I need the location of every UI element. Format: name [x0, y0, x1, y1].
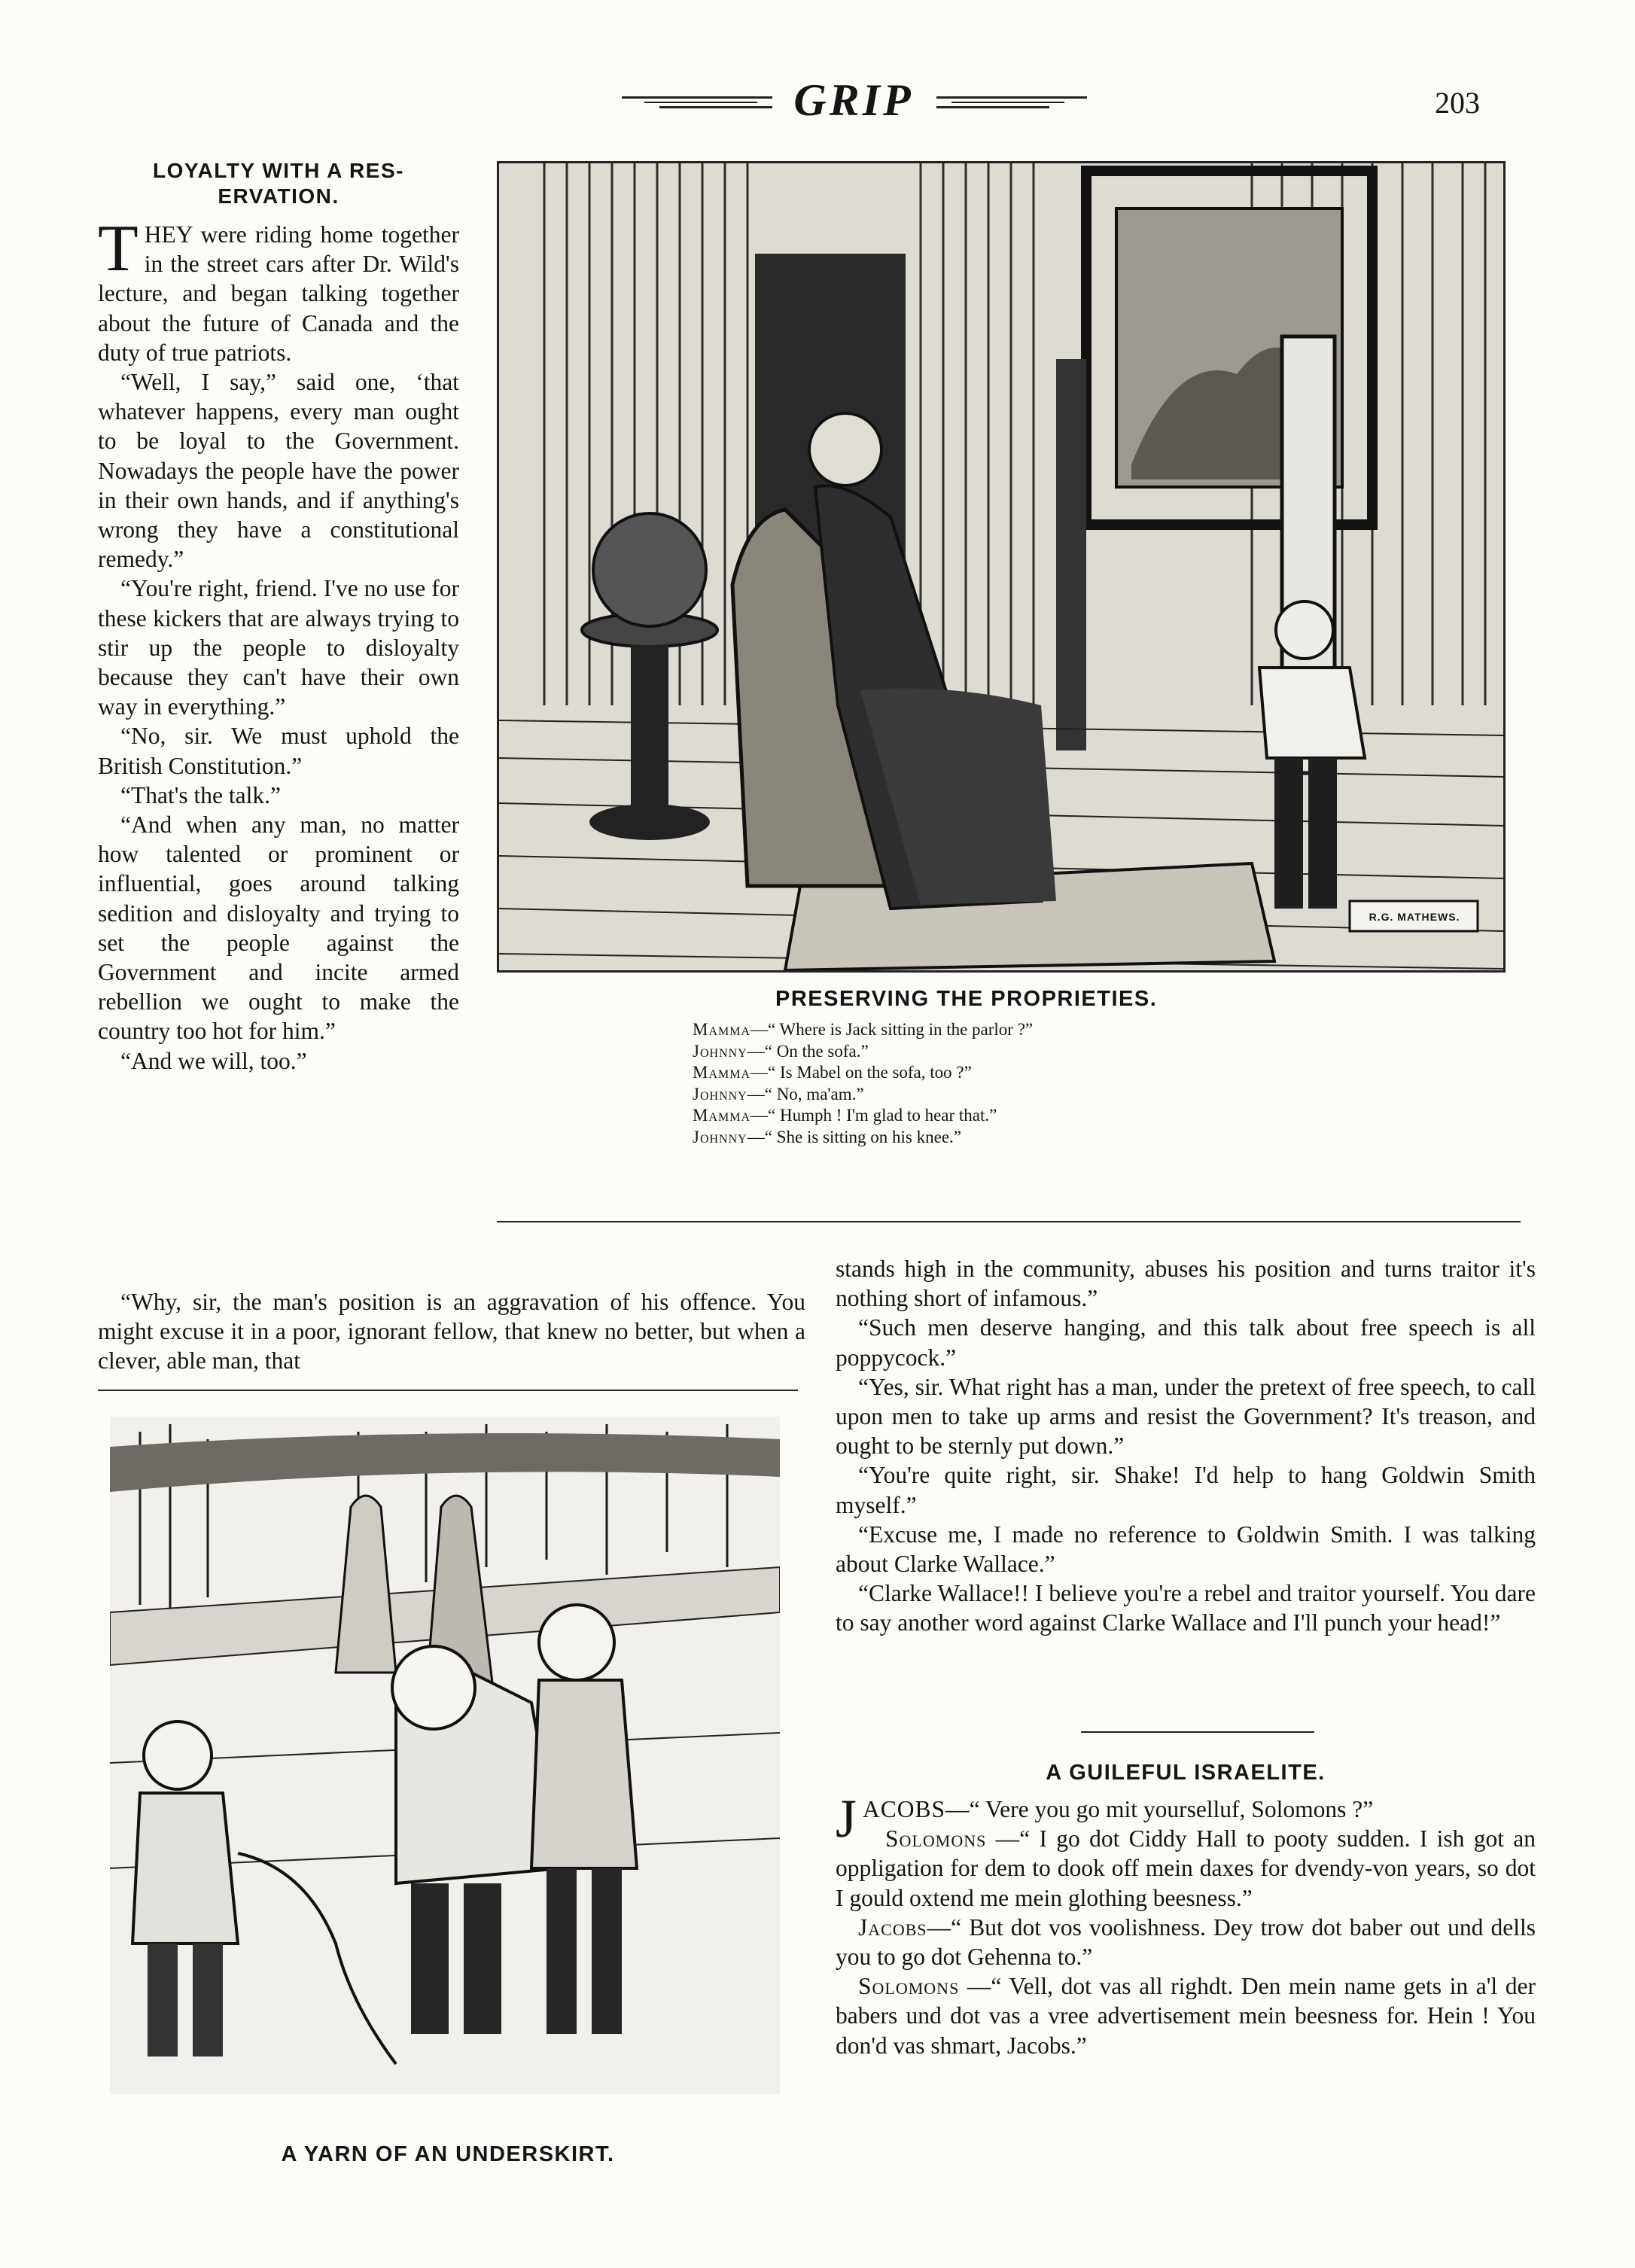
loyalty-paragraph-1: THEY were riding home together in the street cars after Dr. Wild's lecture, and began talking together about the future of Canada and the duty of true patriots.	[98, 212, 459, 366]
israelite-divider-top	[1081, 1731, 1314, 1733]
continuation-paragraph-6: “Clarke Wallace!! I believe you're a rebel and traitor yourself. You dare to say another word against Clarke Wallace and I'll punch your head!”	[836, 1580, 1536, 1636]
underskirt-divider-top	[98, 1390, 798, 1391]
loyalty-paragraph-3: “You're right, friend. I've no use for these kickers that are always trying to stir up the people to disloyalty because they can't have their own way in everything.”	[98, 575, 459, 720]
caption-line-6: Johnny—“ She is sitting on his knee.”	[693, 1127, 962, 1146]
caption-line-1: Mamma—“ Where is Jack sitting in the parlor ?”	[693, 1020, 1034, 1039]
loyalty-title-line2: ERVATION.	[218, 184, 339, 208]
loyalty-paragraph-8: “Why, sir, the man's position is an aggravation of his offence. You might excuse it in a poor, ignorant fellow, that knew no better, but when a clever, able man, that	[98, 1289, 805, 1374]
caption-line-3: Mamma—“ Is Mabel on the sofa, too ?”	[693, 1063, 972, 1082]
continuation-paragraph-2: “Such men deserve hanging, and this talk about free speech is all poppycock.”	[836, 1314, 1536, 1371]
israelite-dropcap: J	[836, 1789, 857, 1849]
continuation-paragraph-5: “Excuse me, I made no reference to Goldwin Smith. I was talking about Clarke Wallace.”	[836, 1521, 1536, 1578]
masthead-title: GRIP	[793, 75, 914, 125]
masthead-rule-right	[936, 96, 1087, 108]
loyalty-paragraph-4: “No, sir. We must uphold the British Constitution.”	[98, 723, 459, 779]
parlor-illustration	[497, 161, 1506, 973]
parlor-drawing	[499, 163, 1503, 970]
israelite-line-1: JACOBS—“ Vere you go mit yourselluf, Solomons ?”	[836, 1789, 1374, 1849]
loyalty-title-line1: LOYALTY WITH A RES-	[153, 159, 404, 182]
israelite-line-2: Solomons —“ I go dot Ciddy Hall to pooty sudden. I ish got an oppligation for dem to dook off mein daxes for dvendy-von years, so dot I gould oxtend me mein glothing beesness.”	[836, 1825, 1536, 1911]
continuation-paragraph-3: “Yes, sir. What right has a man, under the pretext of free speech, to call upon men to take up arms and resist the Government? It's treason, and ought to be sternly put down.”	[836, 1373, 1536, 1460]
caption-line-4: Johnny—“ No, ma'am.”	[693, 1084, 864, 1104]
loyalty-continuation-column	[836, 1254, 1536, 1638]
caption-line-5: Mamma—“ Humph ! I'm glad to hear that.”	[693, 1106, 997, 1125]
loyalty-paragraph-6: “And when any man, no matter how talented or prominent or influential, goes around talking sedition and disloyalty and trying to set the people against the Government and incite armed rebellion we ought to make the country too hot for him.”	[98, 811, 459, 1045]
masthead-rule-left	[622, 96, 772, 108]
loyalty-paragraph-2: “Well, I say,” said one, ‘that whatever happens, every man ought to be loyal to the Government. Nowadays the people have the power in their own hands, and if anything's wrong they have a constitutional remedy.”	[98, 369, 459, 573]
loyalty-paragraph-7: “And we will, too.”	[120, 1047, 307, 1074]
israelite-title: A GUILEFUL ISRAELITE.	[1046, 1761, 1326, 1785]
underskirt-illustration	[110, 1417, 780, 2094]
israelite-line-4: Solomons —“ Vell, dot vas all righdt. Den mein name gets in a'l der babers und dot vas a vree advertisement mein beesness for. Hein ! You don'd vas shmart, Jacobs.”	[836, 1973, 1536, 2059]
continuation-paragraph-4: “You're quite right, sir. Shake! I'd help to hang Goldwin Smith myself.”	[836, 1462, 1536, 1518]
loyalty-article-column	[98, 158, 459, 1076]
continuation-paragraph-1: stands high in the community, abuses his position and turns traitor it's nothing short of infamous.”	[836, 1256, 1536, 1312]
israelite-article	[836, 1760, 1536, 2060]
underskirt-drawing	[110, 1417, 780, 2094]
loyalty-paragraph-5: “That's the talk.”	[120, 781, 281, 808]
artist-signature: R.G. MATHEWS.	[1369, 911, 1460, 923]
proprieties-divider	[497, 1221, 1521, 1222]
proprieties-caption	[693, 986, 1370, 1149]
caption-line-2: Johnny—“ On the sofa.”	[693, 1041, 869, 1061]
underskirt-caption: A YARN OF AN UNDERSKIRT.	[281, 2142, 615, 2166]
page-number: 203	[1435, 86, 1480, 120]
israelite-line-3: Jacobs—“ But dot vos voolishness. Dey trow dot baber out und dells you to go dot Gehenna to.”	[836, 1913, 1536, 1971]
proprieties-title: PRESERVING THE PROPRIETIES.	[775, 987, 1158, 1011]
loyalty-dropcap: T	[98, 212, 139, 285]
